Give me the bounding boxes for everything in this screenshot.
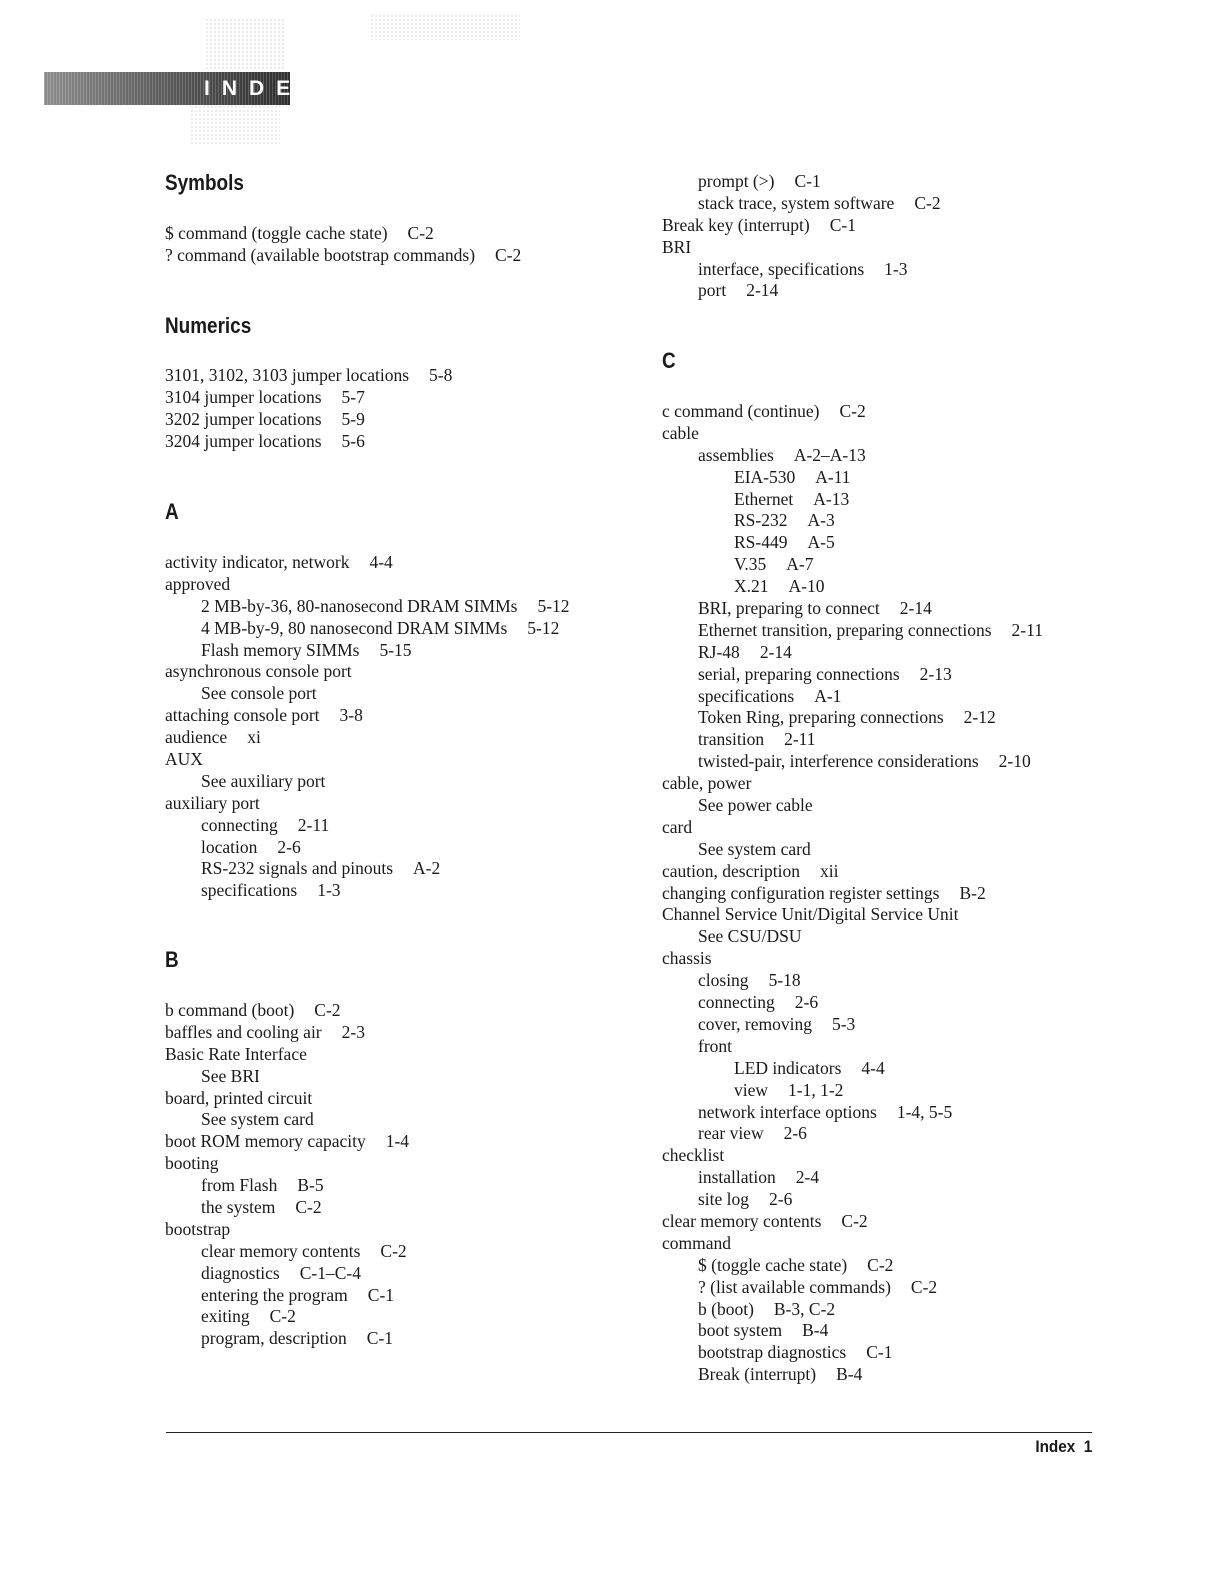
index-entry <box>662 532 1043 554</box>
entry-term: activity indicator, network <box>165 552 350 572</box>
entry-term: cable <box>662 422 699 443</box>
entry-term: caution, description <box>662 860 801 881</box>
index-entry <box>662 729 1043 751</box>
entry-term: clear memory contents <box>201 1240 361 1261</box>
section-entries-numerics <box>165 365 452 453</box>
entry-term: Ethernet transition, preparing connections <box>698 619 992 640</box>
entry-page-ref: 5-18 <box>768 970 801 991</box>
entry-term: EIA-530 <box>734 466 796 487</box>
index-entry <box>165 771 570 793</box>
index-entry <box>662 1036 1043 1058</box>
entry-page-ref: C-2 <box>914 192 941 213</box>
entry-term: X.21 <box>734 576 769 597</box>
index-entry <box>662 576 1043 598</box>
entry-page-ref: 5-8 <box>429 365 453 385</box>
entry-page-ref: C-2 <box>495 244 522 265</box>
entry-term: Flash memory SIMMs <box>201 639 360 660</box>
entry-term: transition <box>698 729 765 750</box>
index-entry <box>662 970 1043 992</box>
index-entry <box>165 1197 409 1219</box>
entry-page-ref: A-2 <box>413 858 441 879</box>
entry-term: RS-232 <box>734 510 788 531</box>
entry-term: See system card <box>201 1109 314 1130</box>
entry-page-ref: 4-4 <box>861 1057 885 1078</box>
scan-speckle <box>370 14 520 40</box>
entry-term: installation <box>698 1167 776 1188</box>
index-entry <box>165 1000 409 1022</box>
index-entry <box>165 1088 409 1110</box>
entry-term: ? command (available bootstrap commands) <box>165 244 476 265</box>
index-entry <box>165 1153 409 1175</box>
index-entry <box>662 467 1043 489</box>
entry-page-ref: 2-14 <box>899 598 932 619</box>
banner-title: INDEX <box>204 77 329 100</box>
index-entry <box>165 387 452 409</box>
entry-term: See BRI <box>201 1065 260 1086</box>
index-entry <box>662 1255 1043 1277</box>
entry-term: LED indicators <box>734 1057 842 1078</box>
entry-page-ref: 2-13 <box>919 663 952 684</box>
index-entry <box>165 1131 409 1153</box>
entry-term: Token Ring, preparing connections <box>698 707 944 728</box>
entry-page-ref: C-2 <box>407 223 434 243</box>
entry-page-ref: B-4 <box>802 1320 829 1341</box>
entry-term: RS-232 signals and pinouts <box>201 858 394 879</box>
entry-term: See console port <box>201 683 317 704</box>
entry-term: RJ-48 <box>698 641 740 662</box>
entry-term: V.35 <box>734 554 767 575</box>
entry-term: Basic Rate Interface <box>165 1043 307 1064</box>
entry-page-ref: B-2 <box>959 882 986 903</box>
entry-page-ref: 5-12 <box>537 595 570 616</box>
index-entry <box>662 620 1043 642</box>
entry-term: port <box>698 280 727 301</box>
entry-term: closing <box>698 970 749 991</box>
index-entry <box>165 683 570 705</box>
section-heading-b <box>165 945 181 975</box>
entry-term: ? (list available commands) <box>698 1276 891 1297</box>
index-entry <box>662 1277 1043 1299</box>
index-entry <box>165 640 570 662</box>
entry-page-ref: C-2 <box>841 1210 868 1231</box>
entry-term: approved <box>165 573 231 594</box>
index-entry <box>662 554 1043 576</box>
entry-page-ref: 2-11 <box>1011 619 1043 640</box>
index-entry <box>662 1233 1043 1255</box>
index-entry <box>165 1306 409 1328</box>
footer-page-label <box>1035 1437 1092 1457</box>
entry-page-ref: 2-11 <box>784 729 816 750</box>
entry-page-ref: C-2 <box>269 1306 296 1327</box>
index-entry <box>662 1342 1043 1364</box>
entry-term: from Flash <box>201 1175 278 1196</box>
index-entry <box>662 1145 1043 1167</box>
entry-term: program, description <box>201 1328 347 1349</box>
entry-term: b command (boot) <box>165 1000 295 1020</box>
entry-term: assemblies <box>698 444 774 465</box>
index-entry <box>662 193 941 215</box>
entry-page-ref: A-3 <box>807 510 835 531</box>
index-entry <box>662 445 1043 467</box>
entry-page-ref: 2-6 <box>783 1123 807 1144</box>
index-entry <box>165 1263 409 1285</box>
index-entry <box>165 837 570 859</box>
index-entry <box>165 245 521 267</box>
entry-term: $ (toggle cache state) <box>698 1254 848 1275</box>
entry-term: audience <box>165 727 228 748</box>
entry-term: 3104 jumper locations <box>165 386 322 407</box>
entry-page-ref: B-3, C-2 <box>773 1298 836 1319</box>
entry-page-ref: 4-4 <box>369 552 393 572</box>
index-entry <box>165 1285 409 1307</box>
entry-page-ref: A-1 <box>814 685 842 706</box>
entry-page-ref: 2-6 <box>769 1189 793 1210</box>
entry-page-ref: B-4 <box>836 1364 863 1385</box>
index-entry <box>662 1080 1043 1102</box>
entry-term: BRI, preparing to connect <box>698 598 880 619</box>
index-entry <box>662 773 1043 795</box>
section-entries-a <box>165 552 570 902</box>
index-entry <box>662 598 1043 620</box>
entry-term: clear memory contents <box>662 1210 822 1231</box>
section-heading: C <box>662 348 676 373</box>
entry-term: exiting <box>201 1306 250 1327</box>
entry-term: diagnostics <box>201 1262 280 1283</box>
entry-term: cover, removing <box>698 1013 812 1034</box>
entry-term: 3204 jumper locations <box>165 430 322 451</box>
entry-term: boot system <box>698 1320 783 1341</box>
index-entry <box>165 727 570 749</box>
index-entry <box>165 1022 409 1044</box>
entry-page-ref: 5-9 <box>341 408 365 429</box>
index-entry <box>662 992 1043 1014</box>
entry-page-ref: B-5 <box>297 1175 324 1196</box>
entry-term: front <box>698 1035 733 1056</box>
index-entry <box>662 423 1043 445</box>
entry-term: baffles and cooling air <box>165 1021 322 1042</box>
entry-term: See system card <box>698 838 811 859</box>
entry-term: location <box>201 836 258 857</box>
entry-page-ref: 2-14 <box>759 641 792 662</box>
entry-term: board, printed circuit <box>165 1087 313 1108</box>
entry-page-ref: C-1 <box>367 1284 395 1305</box>
index-entry <box>662 1058 1043 1080</box>
index-entry <box>165 815 570 837</box>
index-entry <box>662 883 1043 905</box>
entry-term: AUX <box>165 749 203 770</box>
entry-term: booting <box>165 1153 219 1174</box>
entry-term: Break key (interrupt) <box>662 214 810 235</box>
entry-term: card <box>662 816 693 837</box>
index-entry <box>662 751 1043 773</box>
entry-page-ref: C-2 <box>867 1254 894 1275</box>
index-entry <box>165 552 570 574</box>
entry-page-ref: 2-14 <box>746 280 779 301</box>
entry-term: specifications <box>698 685 795 706</box>
entry-term: network interface options <box>698 1101 877 1122</box>
index-entry <box>662 259 941 281</box>
entry-term: Break (interrupt) <box>698 1364 817 1385</box>
entry-page-ref: C-2 <box>295 1197 322 1218</box>
index-entry <box>165 574 570 596</box>
entry-page-ref: 1-4 <box>385 1131 410 1152</box>
entry-page-ref: xii <box>820 860 839 881</box>
entry-term: the system <box>201 1197 276 1218</box>
section-heading: A <box>165 499 179 524</box>
section-entries-c <box>662 401 1043 1386</box>
index-entry <box>662 926 1043 948</box>
entry-page-ref: xi <box>247 727 261 748</box>
index-entry <box>662 1123 1043 1145</box>
index-entry <box>662 1167 1043 1189</box>
entry-page-ref: 3-8 <box>339 705 363 726</box>
entry-page-ref: 2-6 <box>277 836 301 857</box>
entry-page-ref: 2-4 <box>795 1167 820 1188</box>
entry-term: boot ROM memory capacity <box>165 1131 366 1152</box>
index-entry <box>165 880 570 902</box>
index-entry <box>662 280 941 302</box>
entry-term: chassis <box>662 948 712 969</box>
index-entry <box>165 661 570 683</box>
index-entry <box>662 401 1043 423</box>
entry-page-ref: 2-3 <box>341 1021 365 1042</box>
entry-term: b (boot) <box>698 1298 754 1319</box>
entry-term: asynchronous console port <box>165 661 352 682</box>
footer-page-number: 1 <box>1083 1437 1092 1456</box>
section-heading-a <box>165 497 181 527</box>
entry-term: 2 MB-by-36, 80-nanosecond DRAM SIMMs <box>201 595 518 616</box>
entry-term: twisted-pair, interference considerations <box>698 751 979 772</box>
index-entry <box>662 642 1043 664</box>
entry-term: checklist <box>662 1145 725 1166</box>
entry-page-ref: C-1–C-4 <box>299 1262 361 1283</box>
entry-term: RS-449 <box>734 532 788 553</box>
entry-term: cable, power <box>662 773 752 794</box>
index-entry <box>662 817 1043 839</box>
entry-page-ref: A-2–A-13 <box>793 444 866 465</box>
entry-term: serial, preparing connections <box>698 663 900 684</box>
entry-term: 3202 jumper locations <box>165 408 322 429</box>
entry-term: bootstrap <box>165 1218 231 1239</box>
scan-speckle <box>205 18 285 70</box>
section-heading-c <box>662 346 678 376</box>
index-entry <box>662 489 1043 511</box>
index-entry <box>165 749 570 771</box>
index-entry <box>662 839 1043 861</box>
index-entry <box>662 795 1043 817</box>
index-entry <box>662 1320 1043 1342</box>
footer-rule <box>166 1432 1092 1433</box>
index-entry <box>662 686 1043 708</box>
entry-term: interface, specifications <box>698 258 865 279</box>
index-entry <box>662 237 941 259</box>
entry-term: command <box>662 1232 732 1253</box>
index-entry <box>662 215 941 237</box>
entry-term: See auxiliary port <box>201 770 326 791</box>
entry-page-ref: 5-7 <box>341 386 365 407</box>
index-entry <box>165 1109 409 1131</box>
index-entry <box>662 948 1043 970</box>
entry-page-ref: 2-12 <box>963 707 996 728</box>
entry-page-ref: C-2 <box>910 1276 938 1297</box>
entry-term: bootstrap diagnostics <box>698 1342 847 1363</box>
entry-page-ref: 5-3 <box>831 1013 856 1034</box>
index-entry <box>165 431 452 453</box>
entry-term: attaching console port <box>165 705 320 726</box>
index-entry <box>165 1175 409 1197</box>
index-entry <box>662 861 1043 883</box>
entry-page-ref: C-1 <box>866 1342 893 1363</box>
entry-term: prompt (>) <box>698 171 775 191</box>
entry-page-ref: C-1 <box>794 171 821 191</box>
entry-term: 4 MB-by-9, 80 nanosecond DRAM SIMMs <box>201 617 508 638</box>
entry-term: specifications <box>201 880 298 901</box>
entry-term: Ethernet <box>734 488 794 509</box>
entry-term: $ command (toggle cache state) <box>165 223 388 243</box>
index-entry <box>662 1299 1043 1321</box>
index-entry <box>662 904 1043 926</box>
entry-page-ref: 2-6 <box>794 992 819 1013</box>
entry-term: connecting <box>201 814 278 835</box>
index-entry <box>662 1189 1043 1211</box>
index-entry <box>662 510 1043 532</box>
index-entry <box>165 858 570 880</box>
entry-page-ref: A-13 <box>813 488 850 509</box>
index-entry <box>662 1102 1043 1124</box>
section-heading: Symbols <box>165 170 244 195</box>
section-heading-numerics <box>165 311 265 341</box>
entry-page-ref: 5-15 <box>379 639 412 660</box>
section-heading: B <box>165 947 179 972</box>
entry-term: See power cable <box>698 795 813 816</box>
index-entry <box>165 1219 409 1241</box>
entry-term: stack trace, system software <box>698 192 895 213</box>
index-entry <box>165 1066 409 1088</box>
entry-term: site log <box>698 1189 750 1210</box>
index-entry <box>662 707 1043 729</box>
entry-page-ref: C-2 <box>380 1240 407 1261</box>
scan-speckle <box>190 105 280 145</box>
entry-term: Channel Service Unit/Digital Service Unit <box>662 904 959 925</box>
entry-page-ref: A-11 <box>815 466 851 487</box>
index-entry <box>165 596 570 618</box>
entry-page-ref: C-2 <box>314 1000 341 1020</box>
entry-term: changing configuration register settings <box>662 882 940 903</box>
index-entry <box>662 1364 1043 1386</box>
index-entry <box>165 705 570 727</box>
entry-term: entering the program <box>201 1284 348 1305</box>
entry-term: rear view <box>698 1123 764 1144</box>
entry-page-ref: A-7 <box>786 554 814 575</box>
index-entry <box>662 664 1043 686</box>
section-heading-symbols <box>165 168 257 198</box>
entry-page-ref: 2-10 <box>998 751 1031 772</box>
index-entry <box>165 1328 409 1350</box>
index-entry <box>165 365 452 387</box>
entry-page-ref: 2-11 <box>297 814 330 835</box>
index-entry <box>165 1241 409 1263</box>
entry-term: auxiliary port <box>165 792 260 813</box>
entry-term: connecting <box>698 992 775 1013</box>
index-entry <box>662 1014 1043 1036</box>
entry-page-ref: C-2 <box>839 401 866 421</box>
section-entries-b-continued <box>662 171 941 302</box>
index-entry <box>165 223 521 245</box>
entry-page-ref: 5-12 <box>527 617 560 638</box>
entry-term: See CSU/DSU <box>698 926 802 947</box>
entry-page-ref: 5-6 <box>341 430 365 451</box>
index-entry <box>165 793 570 815</box>
index-banner <box>44 72 329 105</box>
entry-term: view <box>734 1079 769 1100</box>
index-entry <box>662 1211 1043 1233</box>
section-heading: Numerics <box>165 313 252 338</box>
index-entry <box>165 409 452 431</box>
entry-term: BRI <box>662 236 692 257</box>
index-entry <box>165 618 570 640</box>
index-entry <box>165 1044 409 1066</box>
entry-page-ref: 1-3 <box>317 880 341 901</box>
entry-page-ref: 1-4, 5-5 <box>896 1101 953 1122</box>
entry-term: c command (continue) <box>662 401 820 421</box>
entry-page-ref: A-5 <box>807 532 835 553</box>
index-entry <box>662 171 941 193</box>
entry-page-ref: A-10 <box>788 576 825 597</box>
section-entries-symbols <box>165 223 521 267</box>
entry-page-ref: 1-3 <box>884 258 908 279</box>
entry-page-ref: C-1 <box>366 1328 394 1349</box>
section-entries-b <box>165 1000 409 1350</box>
footer-label: Index <box>1035 1437 1075 1456</box>
entry-page-ref: 1-1, 1-2 <box>788 1079 844 1100</box>
entry-page-ref: C-1 <box>829 214 856 235</box>
entry-term: 3101, 3102, 3103 jumper locations <box>165 365 410 385</box>
